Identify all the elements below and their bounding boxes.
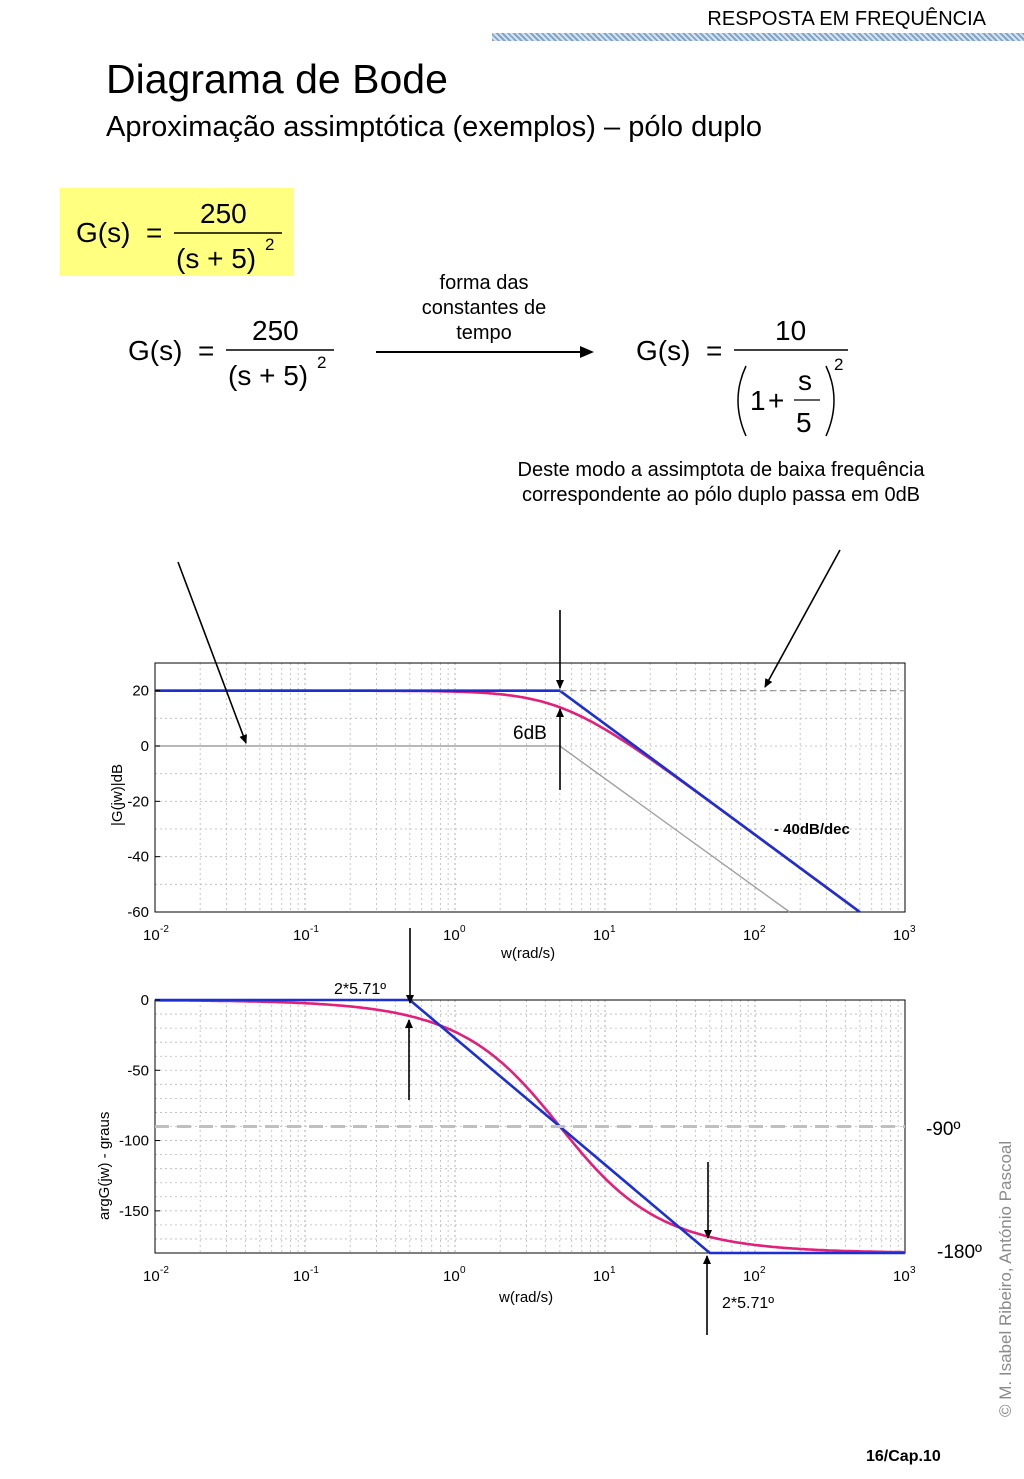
note-line1: Deste modo a assimptota de baixa frequência	[517, 459, 925, 481]
header-title: RESPOSTA EM FREQUÊNCIA	[707, 8, 986, 30]
magnitude-ylabel: |G(jw)|dB	[109, 764, 126, 826]
ytick-label: -150	[118, 1202, 149, 1220]
xtick-label: 10	[593, 1268, 610, 1285]
arrow-label-line3: tempo	[456, 322, 512, 344]
ytick-label: -20	[127, 793, 149, 811]
arrow-to-0db-asymptote	[178, 562, 246, 743]
arrow-label-line2: constantes de	[421, 297, 547, 319]
eq-lhs: G(s)	[128, 335, 183, 366]
eq-numerator: 10	[775, 315, 807, 346]
eq-numerator: 250	[252, 315, 299, 346]
xtick-exponent: 2	[760, 924, 766, 935]
ytick-label: 20	[132, 682, 149, 700]
arrow-to-20db-asymptote	[765, 550, 840, 687]
xtick-label: 10	[293, 1268, 310, 1285]
eq-denominator: (s + 5)	[228, 360, 309, 391]
phase-series	[155, 1000, 905, 1253]
xtick-exponent: -1	[310, 924, 319, 935]
ytick-label: 0	[140, 992, 149, 1009]
xtick-exponent: 3	[910, 924, 916, 935]
ytick-label: -50	[127, 1062, 149, 1080]
page-title: Diagrama de Bode	[106, 56, 448, 102]
xtick-label: 10	[443, 927, 460, 944]
eq-exponent: 2	[834, 355, 844, 374]
annotation-phase-top: 2*5.71º	[334, 981, 387, 998]
xtick-label: 10	[593, 927, 610, 944]
xtick-label: 10	[893, 1268, 910, 1285]
annotation-minus90: -90º	[926, 1119, 961, 1140]
xtick-exponent: 1	[610, 1265, 616, 1276]
xtick-exponent: -1	[310, 1265, 319, 1276]
eq-numerator: 250	[200, 198, 247, 229]
xtick-exponent: -2	[160, 924, 169, 935]
magnitude-grid	[155, 663, 905, 912]
ytick-label: 0	[140, 738, 149, 755]
ytick-label: -100	[118, 1132, 149, 1150]
eq-s: s	[798, 365, 812, 396]
magnitude-axes-frame	[155, 663, 905, 912]
author-credit: © M. Isabel Ribeiro, António Pascoal	[996, 1140, 1015, 1417]
xtick-exponent: 2	[760, 1265, 766, 1276]
ytick-label: -60	[127, 904, 149, 921]
phase-ticks	[119, 992, 916, 1285]
eq-equals: =	[198, 335, 215, 366]
eq-plus: +	[768, 385, 785, 416]
annotation-6db: 6dB	[513, 723, 547, 744]
page-number: 16/Cap.10	[866, 1448, 941, 1465]
xtick-exponent: 0	[460, 1265, 466, 1276]
note-line2: correspondente ao pólo duplo passa em 0dB	[521, 484, 921, 506]
xtick-exponent: -2	[160, 1265, 169, 1276]
annotation-phase-bottom: 2*5.71º	[722, 1295, 775, 1312]
xtick-exponent: 3	[910, 1265, 916, 1276]
eq-lhs: G(s)	[76, 217, 131, 248]
phase-ylabel: argG(jw) - graus	[96, 1111, 113, 1220]
ytick-label: -40	[127, 848, 149, 866]
magnitude-plot	[109, 663, 916, 962]
page-subtitle: Aproximação assimptótica (exemplos) – pólo duplo	[106, 111, 763, 143]
xtick-exponent: 0	[460, 924, 466, 935]
xtick-label: 10	[293, 927, 310, 944]
arrow-label-line1: forma das	[439, 272, 529, 294]
xtick-label: 10	[743, 1268, 760, 1285]
xtick-label: 10	[743, 927, 760, 944]
eq-lhs: G(s)	[636, 335, 691, 366]
eq-exponent: 2	[265, 235, 275, 254]
annotation-minus180: -180º	[937, 1242, 982, 1263]
eq-equals: =	[706, 335, 723, 366]
eq-one: 1	[750, 385, 766, 416]
series-exact	[155, 691, 858, 911]
xtick-exponent: 1	[610, 924, 616, 935]
eq-equals: =	[146, 217, 163, 248]
xtick-label: 10	[443, 1268, 460, 1285]
eq-denominator: (s + 5)	[176, 243, 257, 274]
xtick-label: 10	[143, 1268, 160, 1285]
eq-five: 5	[796, 407, 812, 438]
phase-xlabel: w(rad/s)	[499, 1289, 554, 1306]
magnitude-xlabel: w(rad/s)	[501, 945, 556, 962]
xtick-label: 10	[893, 927, 910, 944]
phase-plot	[96, 992, 916, 1306]
annotation-slope: - 40dB/dec	[774, 821, 850, 838]
eq-exponent: 2	[317, 353, 327, 372]
xtick-label: 10	[143, 927, 160, 944]
